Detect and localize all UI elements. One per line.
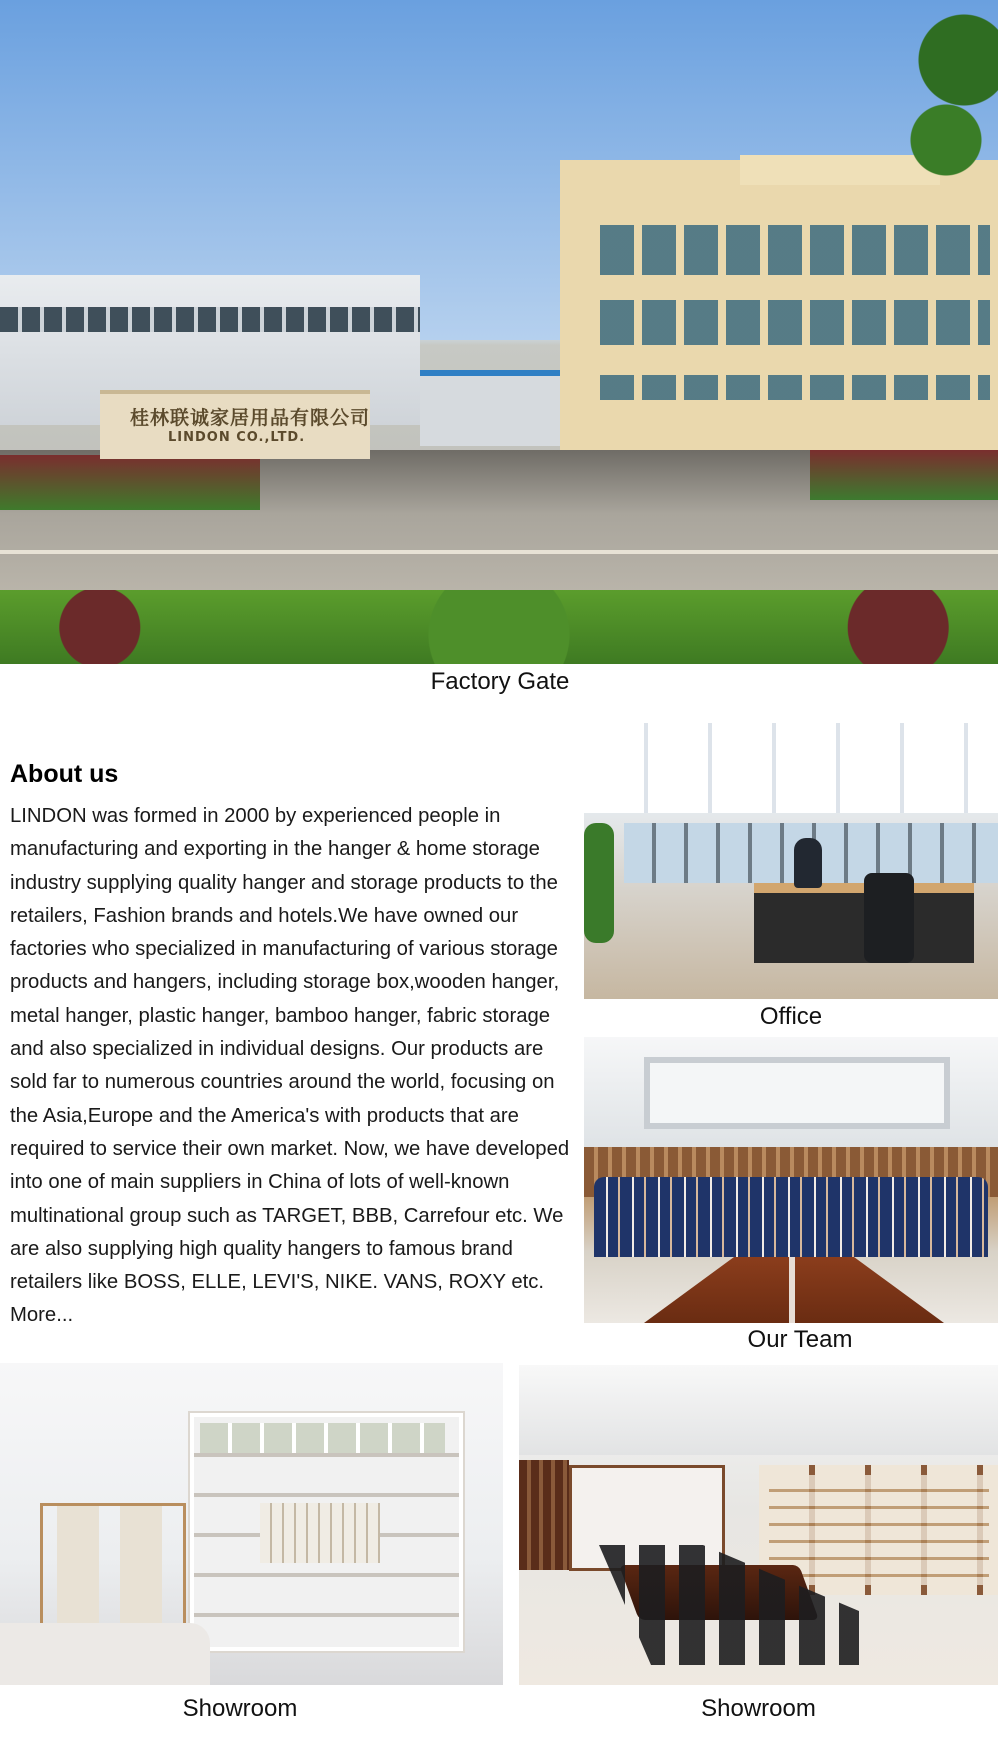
bed — [0, 1623, 210, 1685]
company-sign-chinese: 桂林联诚家居用品有限公司 — [130, 407, 371, 429]
about-us-heading: About us — [10, 760, 119, 788]
showroom-meeting-photo — [519, 1365, 998, 1685]
distant-building — [420, 370, 560, 446]
plant — [584, 823, 614, 943]
clothes-rack — [40, 1503, 186, 1626]
tree — [910, 0, 998, 200]
office-chair — [864, 873, 914, 963]
foreground-bushes — [0, 590, 998, 664]
hedge-right — [810, 450, 998, 500]
warehouse-windows — [0, 307, 420, 332]
showroom-storage-photo — [0, 1363, 503, 1685]
team-caption: Our Team — [747, 1326, 853, 1353]
showroom-caption-2: Showroom — [701, 1695, 816, 1722]
company-sign-english: LINDON CO.,LTD. — [168, 430, 306, 445]
about-us-text: LINDON was formed in 2000 by experienced people in manufacturing and exporting in the hanger & home storage industry supplying quality hanger and storage products to the retailers, Fashion brands and hotels.We have owned our factories who specialized in manufacturing of various storage products and hangers, including storage box,wooden hanger, metal hanger, plastic hanger, bamboo hanger, fabric storage and also specialized in individual designs. Our products are sold far to numerous countries around the world, focusing on the Asia,Europe and the America's with products that are required to service their own market. Now, we have developed into one of main suppliers in China of lots of well-known multinational group such as TARGET, BBB, Carrefour etc. We are also supplying high quality hangers to famous brand retailers like BOSS, ELLE, LEVI'S, NIKE. VANS, ROXY etc. More... — [10, 805, 570, 1327]
hanging-clothes — [260, 1503, 380, 1563]
office-caption: Office — [759, 1003, 823, 1030]
factory-gate-caption: Factory Gate — [430, 668, 570, 695]
team-photo — [584, 1037, 998, 1323]
factory-gate-photo — [0, 0, 998, 664]
person — [794, 838, 822, 888]
office-photo — [584, 723, 998, 999]
team-members — [594, 1177, 988, 1257]
hanger-samples — [769, 1475, 989, 1585]
showroom-caption-1: Showroom — [182, 1695, 298, 1722]
storage-boxes — [200, 1423, 445, 1453]
hedge-left — [0, 455, 260, 510]
road-line — [0, 550, 998, 554]
